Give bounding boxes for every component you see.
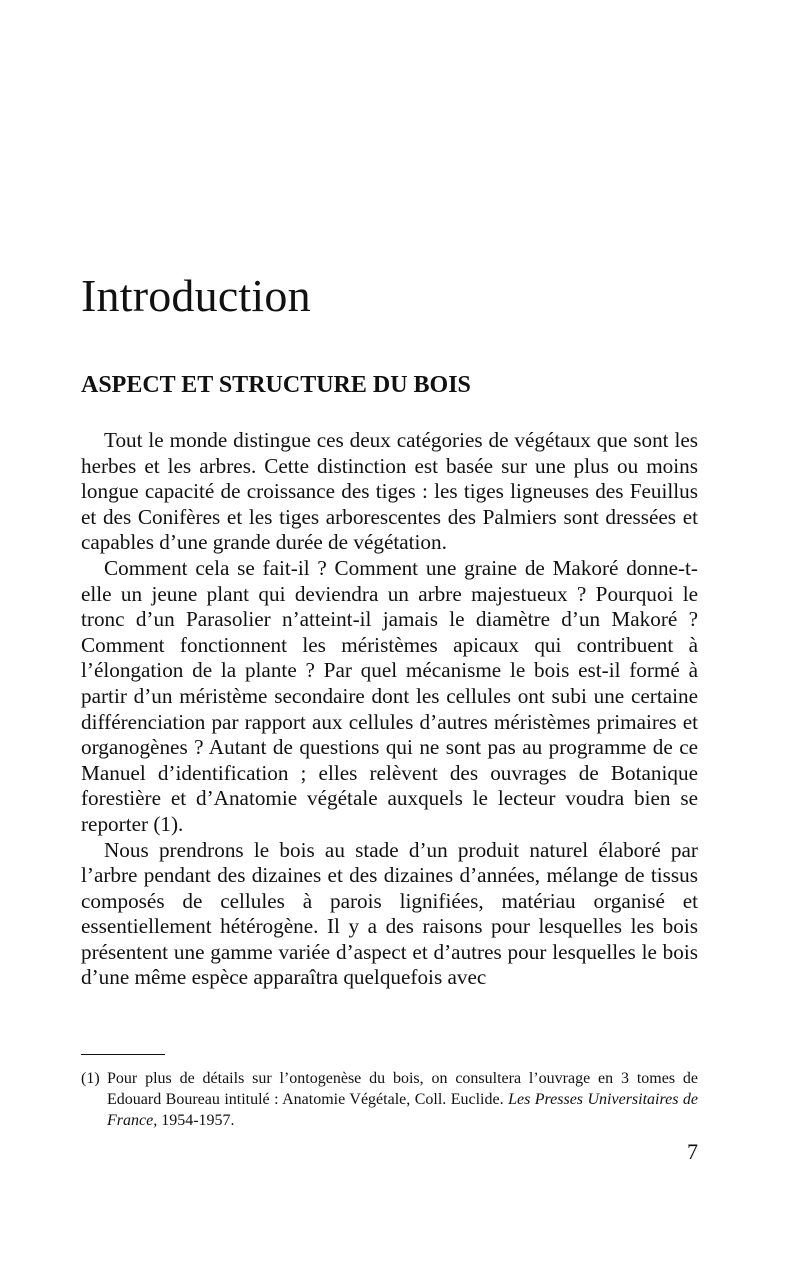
footnote-label: (1) xyxy=(81,1070,100,1087)
chapter-title: Introduction xyxy=(81,270,311,321)
section-heading: ASPECT ET STRUCTURE DU BOIS xyxy=(81,372,471,398)
page-number: 7 xyxy=(687,1139,698,1164)
book-page xyxy=(81,0,698,1277)
paragraph-1: Tout le monde distingue ces deux catégories de végétaux que sont les herbes et les arbres. Cette distinction est basée sur une plus ou moins longue capacité de croissance des tiges : les tiges ligneuses des Feuillus et des Conifères et les tiges arborescentes des Palmiers sont dressées et capables d’une grande durée de végétation. xyxy=(81,428,698,555)
footnote xyxy=(81,1068,698,1131)
footnote-years: 1954-1957. xyxy=(157,1112,235,1129)
footnote-text: Pour plus de détails sur l’ontogenèse du bois, on consultera l’ouvrage en 3 tomes de Edouard Boureau intitulé : Anatomie Végétale, Coll. Euclide. xyxy=(107,1070,698,1108)
paragraph-3: Nous prendrons le bois au stade d’un produit naturel élaboré par l’arbre pendant des dizaines et des dizaines d’années, mélange de tissus composés de cellules à parois lignifiées, matériau organisé et essentiellement hétérogène. Il y a des raisons pour lesquelles les bois présentent une gamme variée d’aspect et d’autres pour lesquelles le bois d’une même espèce apparaîtra quelquefois avec xyxy=(81,837,698,990)
paragraph-2: Comment cela se fait-il ? Comment une graine de Makoré donne-t-elle un jeune plant qui deviendra un arbre majestueux ? Pourquoi le tronc d’un Parasolier n’atteint-il jamais le diamètre d’un Makoré ? Comment fonctionnent les méristèmes apicaux qui contribuent à l’élongation de la plante ? Par quel mécanisme le bois est-il formé à partir d’un méristème secondaire dont les cellules ont subi une certaine différenciation par rapport aux cellules d’autres méristèmes primaires et organogènes ? Autant de questions qui ne sont pas au programme de ce Manuel d’identification ; elles relèvent des ouvrages de Botanique forestière et d’Anatomie végétale auxquels le lecteur voudra bien se reporter (1). xyxy=(81,555,698,836)
footnote-publisher: Les Presses Universitaires de France, xyxy=(107,1091,699,1129)
footnote-separator xyxy=(81,1054,165,1055)
body-text xyxy=(81,428,698,991)
